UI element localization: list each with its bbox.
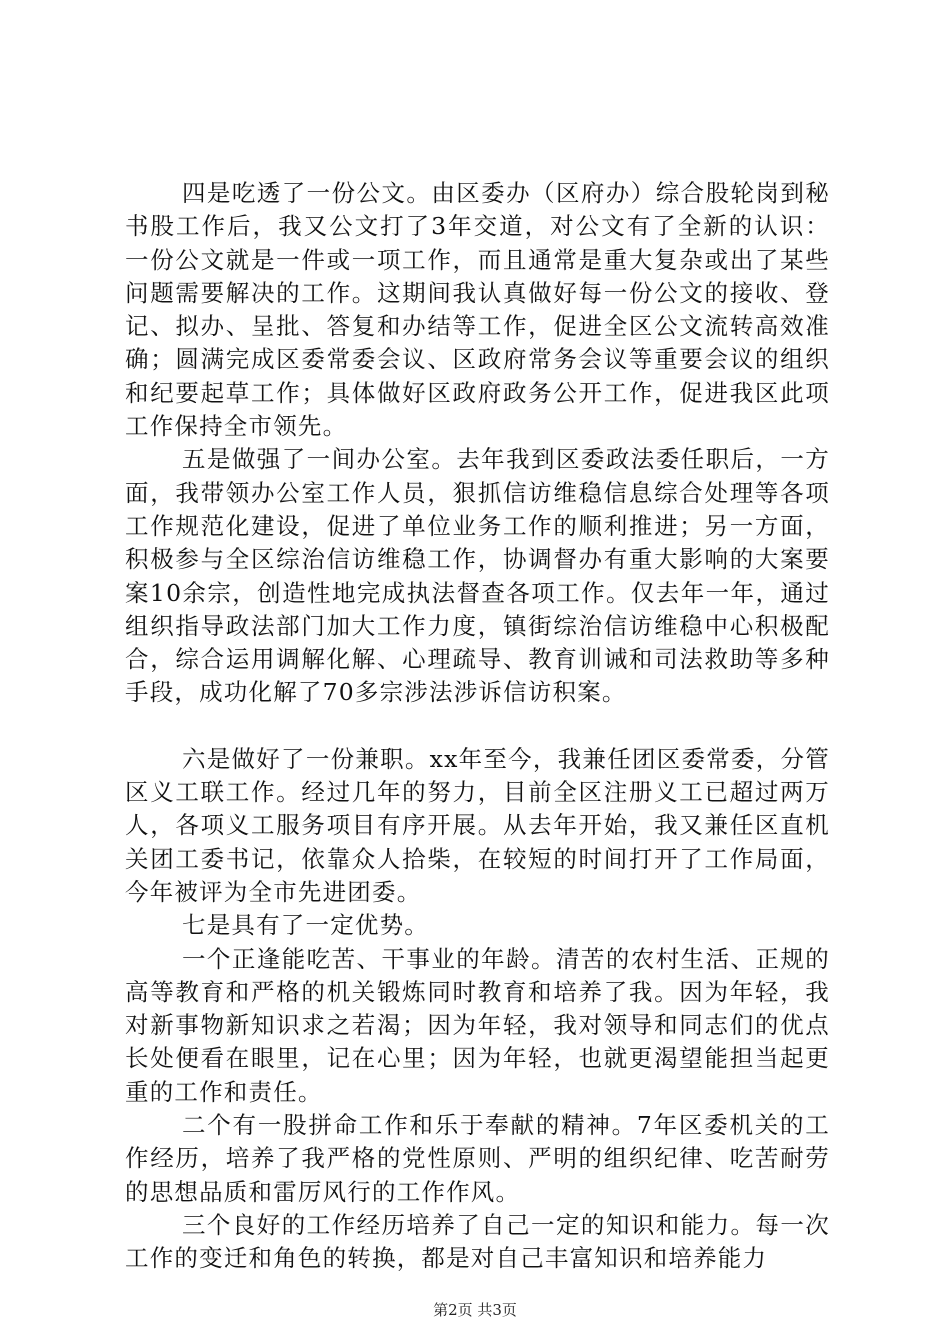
paragraph-five: 五是做强了一间办公室。去年我到区委政法委任职后，一方面，我带领办公室工作人员，狠抓信访维稳信息综合处理等各项工作规范化建设，促进了单位业务工作的顺利推进；另一方面，积极参与全区综治信访维稳工作，协调督办有重大影响的大案要案10余宗，创造性地完成执法督查各项工作。仅去年一年，通过组织指导政法部门加大工作力度，镇街综治信访维稳中心积极配合，综合运用调解化解、心理疏导、教育训诫和司法救助等多种手段，成功化解了70多宗涉法涉诉信访积案。: [125, 445, 830, 707]
paragraph-advantage-three: 三个良好的工作经历培养了自己一定的知识和能力。每一次工作的变迁和角色的转换，都是对自己丰富知识和培养能力: [125, 1210, 830, 1273]
paragraph-advantage-one: 一个正逢能吃苦、干事业的年龄。清苦的农村生活、正规的高等教育和严格的机关锻炼同时教育和培养了我。因为年轻，我对新事物新知识求之若渴；因为年轻，我对领导和同志们的优点长处便看在眼里，记在心里；因为年轻，也就更渴望能担当起更重的工作和责任。: [125, 944, 830, 1106]
paragraph-seven: 七是具有了一定优势。: [182, 911, 429, 940]
page-footer: 第2页 共3页: [433, 1301, 517, 1319]
document-body: [125, 177, 830, 1276]
paragraph-six: 六是做好了一份兼职。xx年至今，我兼任团区委常委，分管区义工联工作。经过几年的努力，目前全区注册义工已超过两万人，各项义工服务项目有序开展。从去年开始，我又兼任区直机关团工委书记，依靠众人拾柴，在较短的时间打开了工作局面，今年被评为全市先进团委。: [125, 744, 830, 906]
paragraph-advantage-two: 二个有一股拼命工作和乐于奉献的精神。7年区委机关的工作经历，培养了我严格的党性原则、严明的组织纪律、吃苦耐劳的思想品质和雷厉风行的工作作风。: [125, 1111, 830, 1206]
paragraph-four: 四是吃透了一份公文。由区委办（区府办）综合股轮岗到秘书股工作后，我又公文打了3年交道，对公文有了全新的认识：一份公文就是一件或一项工作，而且通常是重大复杂或出了某些问题需要解决的工作。这期间我认真做好每一份公文的接收、登记、拟办、呈批、答复和办结等工作，促进全区公文流转高效准确；圆满完成区委常委会议、区政府常务会议等重要会议的组织和纪要起草工作；具体做好区政府政务公开工作，促进我区此项工作保持全市领先。: [125, 179, 830, 441]
